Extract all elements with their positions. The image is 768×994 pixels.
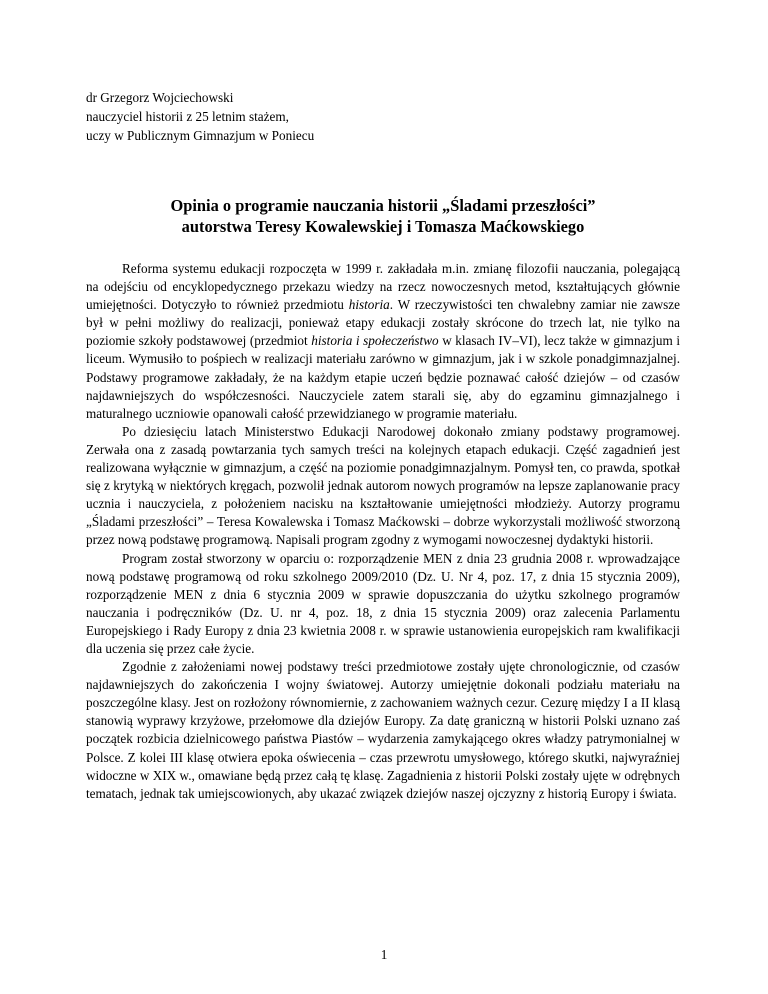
author-role: nauczyciel historii z 25 letnim stażem, xyxy=(86,109,289,124)
paragraph-1-part-a: Reforma systemu edukacji rozpoczęta w 1999 r. zakładała m.in. zmianę filozofii nauczania, polegającą na odejściu od encyklopedycznego przekazu wiedzy na rzecz nowoczesnych metod, kształtujących głównie umiejętności. Dotyczyło to również przedmiotu xyxy=(86,261,680,313)
paragraph-1-part-c: w klasach IV–VI), lecz także w gimnazjum i liceum. Wymusiło to pośpiech w realizacji materiału zarówno w gimnazjum, jak i w szkole ponadgimnazjalnej. Podstawy programowe zakładały, że na każdym etapie uczeń będzie poznawać całość dziejów – od czasów najdawniejszych do współczesności. Nauczyciele zatem starali się, aby do egzaminu gimnazjalnego i maturalnego uczniowie opanowali całość przewidzianego w programie materiału. xyxy=(86,333,680,421)
paragraph-1 xyxy=(86,260,680,423)
paragraph-1-part-b: . W rzeczywistości ten chwalebny zamiar nie zawsze był w pełni możliwy do realizacji, ponieważ etapy edukacji zostały skrócone do trzech lat, nie tylko na poziomie szkoły podstawowej (przedmiot xyxy=(86,297,681,349)
page-number: 1 xyxy=(380,947,388,962)
document-title xyxy=(86,195,680,237)
author-school: uczy w Publicznym Gimnazjum w Poniecu xyxy=(86,128,315,143)
author-block xyxy=(86,88,680,145)
paragraph-3: Program został stworzony w oparciu o: rozporządzenie MEN z dnia 23 grudnia 2008 r. wprowadzające nową podstawę programową od roku szkolnego 2009/2010 (Dz. U. Nr 4, poz. 17, z dnia 15 stycznia 2009), rozporządzenie MEN z dnia 6 stycznia 2009 w sprawie dopuszczania do użytku szkolnego programów nauczania i podręczników (Dz. U. nr 4, poz. 18, z dnia 15 stycznia 2009) oraz zalecenia Parlamentu Europejskiego i Rady Europy z dnia 23 kwietnia 2008 r. w sprawie ustanowienia europejskich ram kwalifikacji dla uczenia się przez całe życie. xyxy=(86,550,680,656)
paragraph-2: Po dziesięciu latach Ministerstwo Edukacji Narodowej dokonało zmiany podstawy programowej. Zerwała ona z zasadą powtarzania tych samych treści na kolejnych etapach edukacji. Część zagadnień jest realizowana wyłącznie w gimnazjum, a część na poziomie ponadgimnazjalnym. Pomysł ten, co prawda, spotkał się z krytyką w niektórych kręgach, pozwolił jednak autorom nowych programów na lepsze zaplanowanie pracy ucznia i nauczyciela, z położeniem nacisku na kształtowanie umiejętności młodzieży. Autorzy programu „Śladami przeszłości” – Teresa Kowalewska i Tomasz Maćkowski – dobrze wykorzystali możliwość stworzoną przez nową podstawę programową. Napisali program zgodny z wymogami nowoczesnej dydaktyki historii. xyxy=(86,423,680,548)
title-line-2: autorstwa Teresy Kowalewskiej i Tomasza Maćkowskiego xyxy=(181,217,585,236)
title-line-1: Opinia o programie nauczania historii „Śladami przeszłości” xyxy=(170,196,596,215)
author-name: dr Grzegorz Wojciechowski xyxy=(86,90,234,105)
body-text xyxy=(86,260,680,803)
paragraph-4: Zgodnie z założeniami nowej podstawy treści przedmiotowe zostały ujęte chronologicznie, od czasów najdawniejszych do zakończenia I wojny światowej. Autorzy umiejętnie dokonali podziału materiału na poszczególne klasy. Jest on rozłożony równomiernie, z zachowaniem ważnych cezur. Cezurę między I a II klasą stanowią wyprawy krzyżowe, przełomowe dla dziejów Europy. Za datę graniczną w historii Polski uznano zaś początek rozbicia dzielnicowego państwa Piastów – wydarzenia zamykającego okres władzy patrymonialnej w Polsce. Z kolei III klasę otwiera epoka oświecenia – czas przewrotu umysłowego, którego skutki, najwyraźniej widoczne w XIX w., omawiane będą przez całą tę klasę. Zagadnienia z historii Polski zostały ujęte w odrębnych tematach, jednak tak umiejscowionych, aby ukazać związek dziejów naszej ojczyzny z historią Europy i świata. xyxy=(86,659,680,801)
document-page xyxy=(86,88,680,803)
paragraph-1-emphasis-2: historia i społeczeństwo xyxy=(311,333,439,349)
paragraph-1-emphasis-1: historia xyxy=(348,297,390,313)
